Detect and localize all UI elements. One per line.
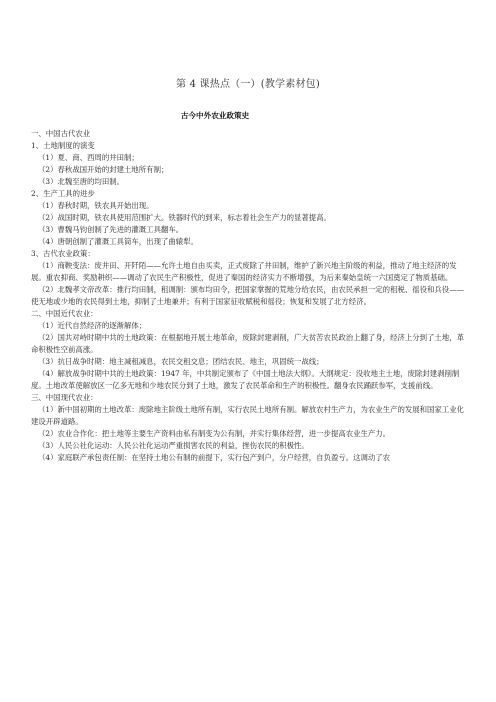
document-subtitle: 古今中外农业政策史 xyxy=(180,111,250,120)
paragraph: （1）春秋时期，铁农具开始出现。 xyxy=(38,201,154,210)
section-heading: 三、中国现代农业： xyxy=(31,393,98,402)
paragraph: （3）抗日战争时期：地主减租减息，农民交租交息；团结农民、地主，巩固统一战线； xyxy=(38,357,324,366)
paragraph: （1）商鞅变法：废井田、开阡陌——允许土地自由买卖，正式废除了井田制，维护了新兴地主阶级的利益，推动了地主经济的发展。重农抑商、奖励耕织——调动了农民生产积极性，促进了秦国的经济实力不断增强，为后来秦始皇统一六国奠定了物质基础。 xyxy=(31,261,457,282)
paragraph: （2）春秋战国开始的封建土地所有制； xyxy=(38,165,169,174)
paragraph: （1）夏、商、西周的井田制； xyxy=(38,153,139,162)
paragraph: （2）北魏孝文帝改革：推行均田制，租调制：颁布均田令，把国家掌握的荒地分给农民，由农民承担一定的租税、徭役和兵役——使无地或少地的农民得到土地，抑制了土地兼并；有利于国家征收赋税和徭役；恢复和发展了北方经济。 xyxy=(31,285,464,306)
paragraph: （4）解放战争时期中共的土地政策：1947 年，中共制定颁布了《中国土地法大纲》。大纲规定：没收地主土地，废除封建剥削制度。土地改革使解放区一亿多无地和少地农民分到了土地，激发了农民革命和生产的积极性。翻身农民踊跃参军，支援前线。 xyxy=(31,369,460,390)
subsection-heading: 3、古代农业政策： xyxy=(31,249,95,258)
paragraph: （2）战国时期，铁农具使用范围扩大。铁器时代的到来，标志着社会生产力的显著提高。 xyxy=(38,213,331,222)
section-heading: 二、中国近代农业： xyxy=(31,309,98,318)
paragraph: （4）家庭联产承包责任制：在坚持土地公有制的前提下，实行包产到户，分户经营，自负盈亏。这调动了农 xyxy=(38,453,391,462)
paragraph: （4）唐朝创制了灌溉工具筒车，出现了曲辕犁。 xyxy=(38,237,198,246)
paragraph: （2）国共对峙时期中共的土地政策：在根据地开展土地革命，废除封建剥削，广大贫苦农民政治上翻了身，经济上分到了土地，革命积极性空前高涨。 xyxy=(31,333,464,354)
paragraph: （3）北魏至唐的均田制。 xyxy=(38,177,125,186)
paragraph: （3）人民公社化运动：人民公社化运动严重损害农民的利益，挫伤农民的积极性。 xyxy=(38,441,309,450)
section-heading: 一、中国古代农业 xyxy=(31,129,91,138)
paragraph: （1）新中国初期的土地改革：废除地主阶级土地所有制，实行农民土地所有制。解放农村生产力，为农业生产的发展和国家工业化建设开辟道路。 xyxy=(31,405,464,426)
document-body xyxy=(31,128,467,464)
subsection-heading: 2、生产工具的进步 xyxy=(31,189,95,198)
paragraph: （2）农业合作化：把土地等主要生产资料由私有制变为公有制，并实行集体经营，进一步提高农业生产力。 xyxy=(38,429,391,438)
paragraph: （3）曹魏马钧创制了先进的灌溉工具翻车。 xyxy=(38,225,184,234)
document-title: 第 4 课热点（一）(教学素材包) xyxy=(176,79,320,90)
subsection-heading: 1、土地制度的演变 xyxy=(31,141,95,150)
paragraph: （1）近代自然经济的逐渐解体； xyxy=(38,321,147,330)
